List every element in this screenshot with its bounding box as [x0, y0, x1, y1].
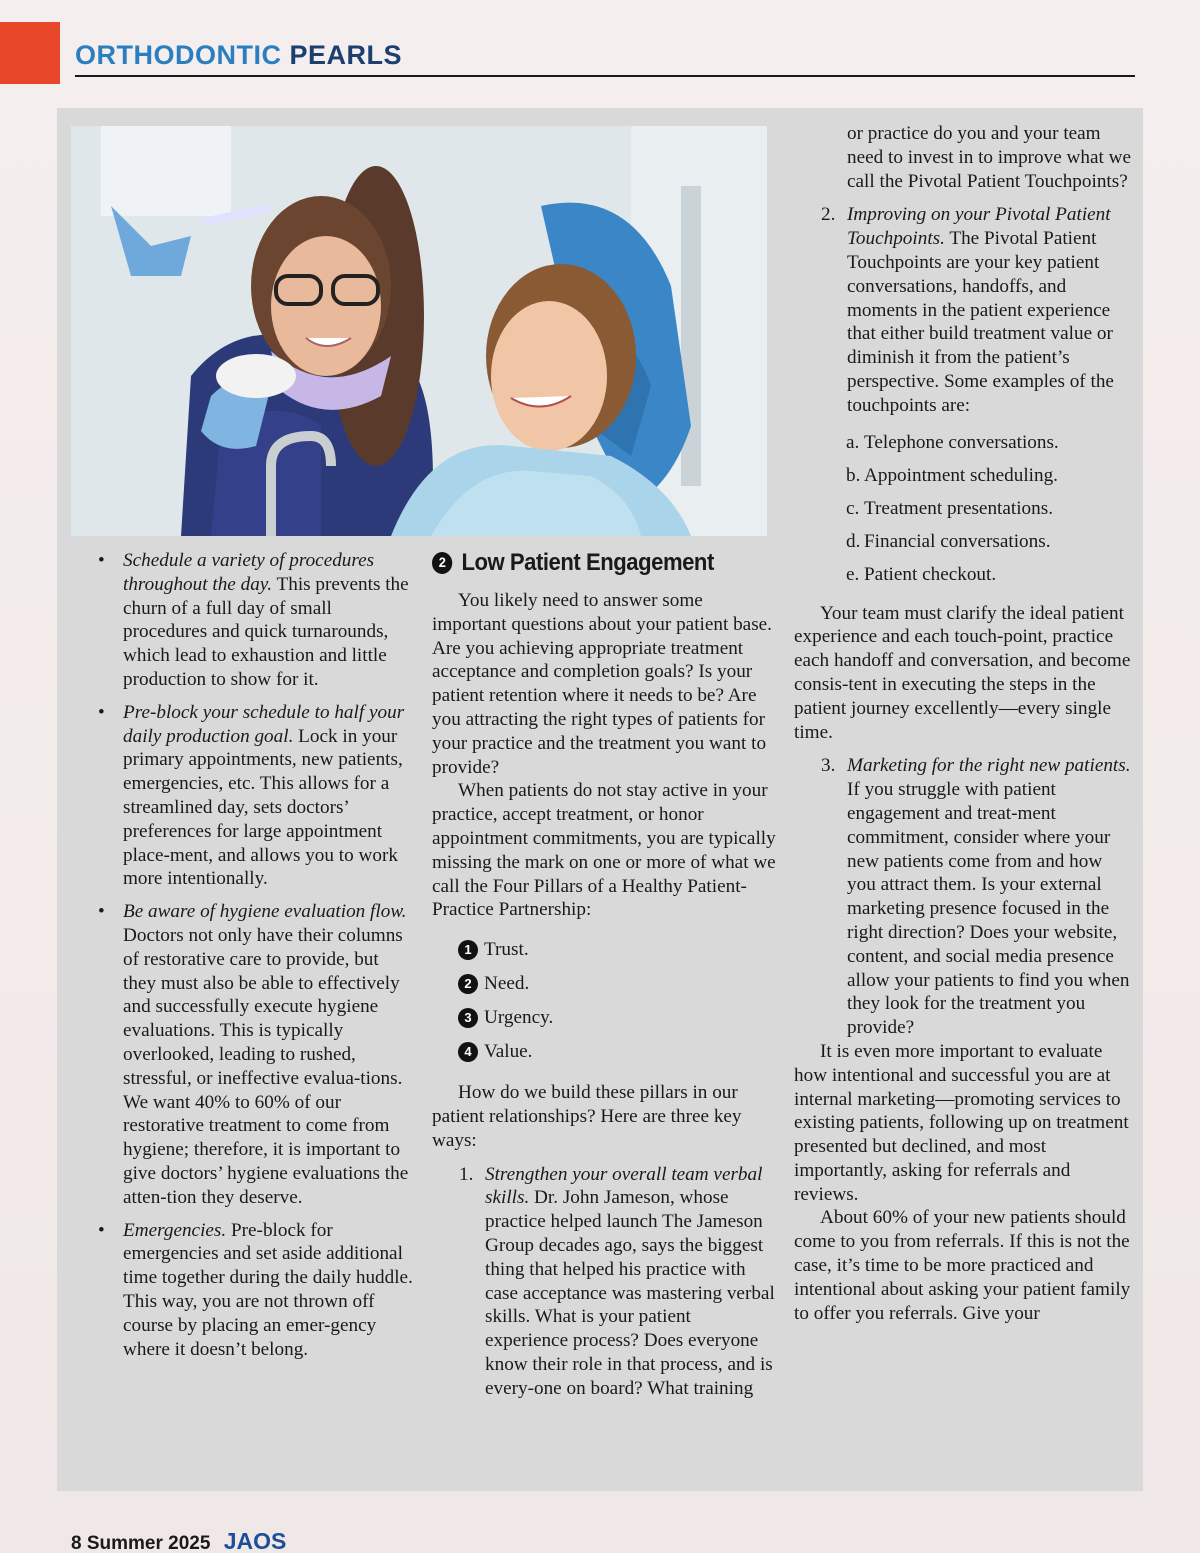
column-1	[71, 549, 416, 1370]
header-rule	[75, 75, 1135, 77]
journal-name: JAOS	[223, 1528, 287, 1553]
list-item: 2. Improving on your Pivotal Patient Touchpoints. The Pivotal Patient Touchpoints are your key patient conversations, handoffs, and moments in the patient experience that either build treatment value or diminish it from the patient’s perspective. Some examples of the touchpoints are:	[821, 204, 1114, 416]
key-ways-list-continued	[794, 203, 1134, 417]
scheduling-tips-list	[71, 549, 416, 1361]
header-title-orthodontic: ORTHODONTIC	[75, 40, 282, 70]
paragraph: Your team must clarify the ideal patient experience and each touch-point, practice each handoff and conversation, and become consis-tent in executing the steps in the patient journey excellently—every single time.	[794, 602, 1131, 743]
section-number-badge: 2	[432, 552, 452, 574]
key-ways-list	[432, 1163, 777, 1401]
key-ways-list-continued	[794, 754, 1134, 1040]
page-footer	[71, 1528, 286, 1553]
list-item: a. Telephone conversations.	[846, 432, 1059, 454]
list-item: e. Patient checkout.	[846, 564, 997, 586]
article-photo	[71, 126, 767, 536]
paragraph: About 60% of your new patients should come to you from referrals. If this is not the case, it’s time to be more practiced and intentional about asking your patient family to offer you referrals. Give your	[794, 1207, 1131, 1324]
paragraph: or practice do you and your team need to invest in to improve what we call the Pivotal Patient Touchpoints?	[847, 123, 1132, 192]
four-pillars-list	[432, 933, 777, 1069]
list-item: • Schedule a variety of procedures throughout the day. This prevents the churn of a full day of small procedures and quick turnarounds, which lead to exhaustion and little production to show for it.	[71, 549, 416, 692]
list-item: d. Financial conversations.	[846, 531, 1051, 553]
list-item: 3 Urgency.	[432, 1001, 777, 1035]
pillar-number-badge: 3	[458, 1008, 478, 1028]
touchpoints-list	[794, 427, 1134, 592]
dentist-and-child-photo-illustration	[71, 126, 767, 536]
column-2	[432, 549, 777, 1401]
paragraph: How do we build these pillars in our patient relationships? Here are three key ways:	[432, 1082, 742, 1151]
section-header	[75, 40, 402, 71]
list-item: c. Treatment presentations.	[846, 498, 1053, 520]
list-item: • Emergencies. Pre-block for emergencies and set aside additional time together during the daily huddle. This way, you are not thrown off course by placing an emer-gency where it doesn’t belong.	[71, 1219, 416, 1362]
list-item: • Pre-block your schedule to half your daily production goal. Lock in your primary appointments, new patients, emergencies, etc. This allows for a streamlined day, sets doctors’ preferences for large appointment place-ment, and allows you to work more intentionally.	[71, 701, 416, 891]
section-heading	[432, 549, 749, 577]
section-title: Low Patient Engagement	[461, 549, 714, 577]
paragraph: When patients do not stay active in your practice, accept treatment, or honor appointment commitments, you are typically missing the mark on one or more of what we call the Four Pillars of a Healthy Patient-Practice Partnership:	[432, 780, 776, 921]
list-item: 1 Trust.	[432, 933, 777, 967]
list-item: b. Appointment scheduling.	[846, 465, 1058, 487]
list-item: 1. Strengthen your overall team verbal skills. Dr. John Jameson, whose practice helped launch The Jameson Group decades ago, says the biggest thing that helped his practice with case acceptance was mastering verbal skills. What is your patient experience process? Does everyone know their role in that process, and is every-one on board? What training	[459, 1163, 775, 1399]
column-3	[794, 122, 1134, 1325]
list-item: • Be aware of hygiene evaluation flow. Doctors not only have their columns of restorative care to provide, but they must also be able to effectively and successfully execute hygiene evaluations. This is typically overlooked, leading to rushed, stressful, or ineffective evalua-tions. We want 40% to 60% of our restorative treatment to come from hygiene; therefore, it is important to give doctors’ hygiene evaluations the atten-tion they deserve.	[71, 900, 416, 1209]
pillar-number-badge: 1	[458, 940, 478, 960]
list-item: 2 Need.	[432, 967, 777, 1001]
paragraph: You likely need to answer some important questions about your patient base. Are you achieving appropriate treatment acceptance and completion goals? Is your patient retention where it needs to be? Are you attracting the right types of patients for your practice and the treatment you want to provide?	[432, 590, 772, 778]
pillar-number-badge: 4	[458, 1042, 478, 1062]
list-item: 3. Marketing for the right new patients. If you struggle with patient engagement and treat-ment commitment, consider where your new patients come from and how you attract them. Is your external marketing presence focused in the right direction? Does your website, content, and social media presence allow your patients to find you when they look for the treatment you provide?	[821, 755, 1131, 1039]
pillar-number-badge: 2	[458, 974, 478, 994]
header-title-pearls: PEARLS	[289, 40, 403, 70]
page-number: 8	[71, 1533, 82, 1553]
issue-label: Summer 2025	[86, 1533, 211, 1553]
header-accent-block	[0, 22, 60, 84]
paragraph: It is even more important to evaluate how intentional and successful you are at internal marketing—promoting services to existing patients, following up on treatment presented but declined, and most importantly, asking for referrals and reviews.	[794, 1040, 1129, 1205]
list-item: 4 Value.	[432, 1035, 777, 1069]
